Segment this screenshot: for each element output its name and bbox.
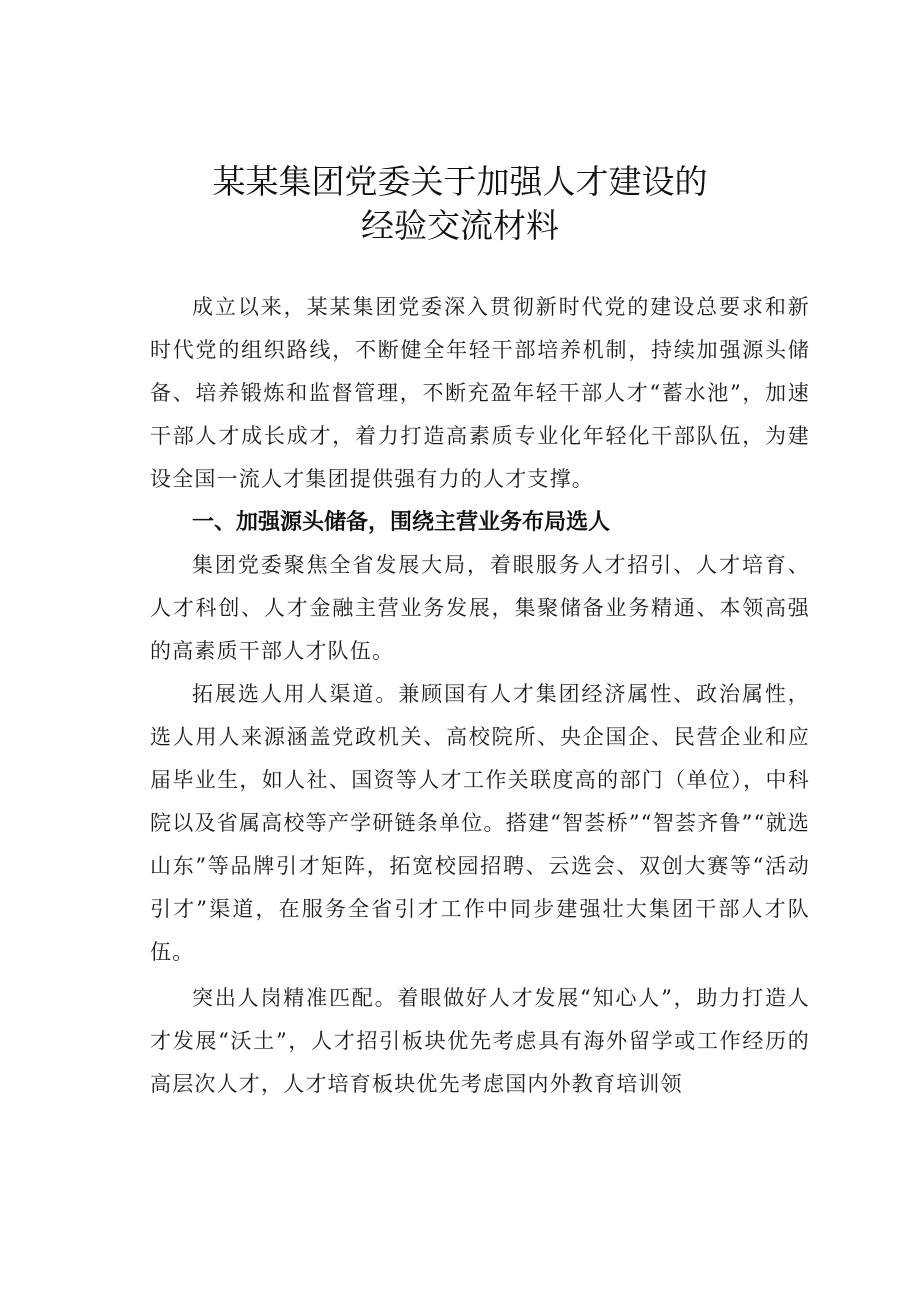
document-title-line-2: 经验交流材料 — [361, 206, 559, 245]
section1-paragraph-1: 集团党委聚焦全省发展大局，着眼服务人才招引、人才培育、人才科创、人才金融主营业务发展，集聚储备业务精通、本领高强的高素质干部人才队伍。 — [150, 553, 810, 663]
section1-paragraph-3: 突出人岗精准匹配。着眼做好人才发展“知心人”，助力打造人才发展“沃土”，人才招引板块优先考虑具有海外留学或工作经历的高层次人才，人才培育板块优先考虑国内外教育培训领 — [150, 986, 810, 1096]
section1-paragraph-2: 拓展选人用人渠道。兼顾国有人才集团经济属性、政治属性，选人用人来源涵盖党政机关、高校院所、央企国企、民营企业和应届毕业生，如人社、国资等人才工作关联度高的部门（单位），中科院以及省属高校等产学研链条单位。搭建“智荟桥”“智荟齐鲁”“就选山东”等品牌引才矩阵，拓宽校园招聘、云选会、双创大赛等“活动引才”渠道，在服务全省引才工作中同步建强壮大集团干部人才队伍。 — [150, 682, 810, 964]
document-title-line-1: 某某集团党委关于加强人才建设的 — [212, 162, 708, 201]
section-heading-1: 一、加强源头储备，围绕主营业务布局选人 — [192, 510, 611, 535]
intro-paragraph: 成立以来，某某集团党委深入贯彻新时代党的建设总要求和新时代党的组织路线，不断健全年轻干部培养机制，持续加强源头储备、培养锻炼和监督管理，不断充盈年轻干部人才“蓄水池”，加速干部人才成长成才，着力打造高素质专业化年轻化干部队伍，为建设全国一流人才集团提供强有力的人才支撑。 — [150, 295, 810, 491]
